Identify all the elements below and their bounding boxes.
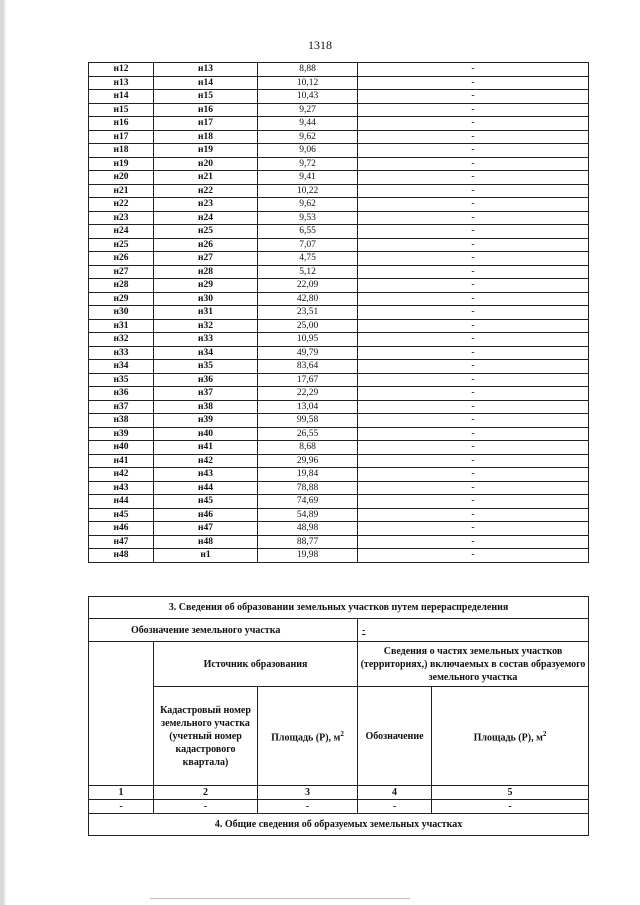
note-cell: - — [358, 535, 589, 549]
point-from-cell: н22 — [89, 198, 154, 212]
length-cell: 42,80 — [258, 292, 358, 306]
note-cell: - — [358, 387, 589, 401]
table-row — [89, 252, 589, 266]
point-to-cell: н32 — [154, 319, 258, 333]
point-to-cell: н15 — [154, 90, 258, 104]
boundary-points-table — [88, 62, 589, 563]
point-to-cell: н37 — [154, 387, 258, 401]
table-row — [89, 171, 589, 185]
point-from-cell: н34 — [89, 360, 154, 374]
note-cell: - — [358, 549, 589, 563]
point-to-cell: н40 — [154, 427, 258, 441]
point-to-cell: н25 — [154, 225, 258, 239]
point-to-cell: н1 — [154, 549, 258, 563]
note-cell: - — [358, 184, 589, 198]
note-cell: - — [358, 211, 589, 225]
length-cell: 9,62 — [258, 130, 358, 144]
length-cell: 10,95 — [258, 333, 358, 347]
col-number: 1 — [89, 786, 154, 800]
note-cell: - — [358, 306, 589, 320]
point-from-cell: н20 — [89, 171, 154, 185]
table-row — [89, 238, 589, 252]
table-row — [89, 157, 589, 171]
point-to-cell: н13 — [154, 63, 258, 77]
length-cell: 49,79 — [258, 346, 358, 360]
point-to-cell: н43 — [154, 468, 258, 482]
col-area-header — [258, 687, 358, 786]
note-cell: - — [358, 454, 589, 468]
note-cell: - — [358, 427, 589, 441]
page-number: 1318 — [308, 38, 332, 52]
note-cell: - — [358, 198, 589, 212]
length-cell: 4,75 — [258, 252, 358, 266]
table-row — [89, 144, 589, 158]
point-to-cell: н44 — [154, 481, 258, 495]
point-to-cell: н21 — [154, 171, 258, 185]
col-area-sup: 2 — [340, 729, 344, 738]
section3-title: 3. Сведения об образовании земельных участков путем перераспределения — [89, 597, 589, 619]
length-cell: 9,72 — [258, 157, 358, 171]
table-row — [89, 387, 589, 401]
length-cell: 8,88 — [258, 63, 358, 77]
point-from-cell: н43 — [89, 481, 154, 495]
table-row — [89, 508, 589, 522]
point-to-cell: н23 — [154, 198, 258, 212]
value-cell: - — [432, 800, 589, 814]
point-to-cell: н26 — [154, 238, 258, 252]
length-cell: 10,43 — [258, 90, 358, 104]
value-cell: - — [258, 800, 358, 814]
length-cell: 25,00 — [258, 319, 358, 333]
col-cadastral-header: Кадастровый номер земельного участка (учетный номер кадастрового квартала) — [154, 687, 258, 786]
note-cell: - — [358, 360, 589, 374]
table-row — [89, 549, 589, 563]
length-cell: 22,09 — [258, 279, 358, 293]
length-cell: 9,53 — [258, 211, 358, 225]
table-row — [89, 441, 589, 455]
table-row — [89, 211, 589, 225]
table-row — [89, 130, 589, 144]
table-row — [89, 522, 589, 536]
point-from-cell: н31 — [89, 319, 154, 333]
table-row — [89, 279, 589, 293]
length-cell: 9,44 — [258, 117, 358, 131]
note-cell: - — [358, 333, 589, 347]
point-from-cell: н26 — [89, 252, 154, 266]
length-cell: 74,69 — [258, 495, 358, 509]
value-cell: - — [89, 800, 154, 814]
point-to-cell: н17 — [154, 117, 258, 131]
point-from-cell: н24 — [89, 225, 154, 239]
note-cell: - — [358, 319, 589, 333]
col-number: 2 — [154, 786, 258, 800]
point-to-cell: н45 — [154, 495, 258, 509]
length-cell: 10,22 — [258, 184, 358, 198]
table-row — [89, 63, 589, 77]
point-from-cell: н29 — [89, 292, 154, 306]
point-from-cell: н27 — [89, 265, 154, 279]
empty-corner-cell — [89, 642, 154, 786]
table-row — [89, 454, 589, 468]
source-header: Источник образования — [154, 642, 358, 687]
length-cell: 6,55 — [258, 225, 358, 239]
length-cell: 8,68 — [258, 441, 358, 455]
note-cell: - — [358, 292, 589, 306]
point-from-cell: н14 — [89, 90, 154, 104]
scan-edge-shadow — [4, 0, 6, 905]
point-to-cell: н47 — [154, 522, 258, 536]
point-to-cell: н41 — [154, 441, 258, 455]
length-cell: 9,62 — [258, 198, 358, 212]
table-row — [89, 103, 589, 117]
point-to-cell: н31 — [154, 306, 258, 320]
point-from-cell: н28 — [89, 279, 154, 293]
note-cell: - — [358, 157, 589, 171]
parts-header: Сведения о частях земельных участков (территориях,) включаемых в состав образуемого земельного участка — [358, 642, 589, 687]
note-cell: - — [358, 495, 589, 509]
note-cell: - — [358, 400, 589, 414]
designation-label: Обозначение земельного участка — [89, 619, 358, 642]
point-to-cell: н30 — [154, 292, 258, 306]
point-to-cell: н20 — [154, 157, 258, 171]
point-from-cell: н35 — [89, 373, 154, 387]
table-row — [89, 225, 589, 239]
point-from-cell: н12 — [89, 63, 154, 77]
boundary-points-body — [89, 63, 589, 563]
note-cell: - — [358, 252, 589, 266]
table-row — [89, 117, 589, 131]
length-cell: 54,89 — [258, 508, 358, 522]
point-from-cell: н17 — [89, 130, 154, 144]
table-row — [89, 306, 589, 320]
length-cell: 9,06 — [258, 144, 358, 158]
length-cell: 13,04 — [258, 400, 358, 414]
point-from-cell: н36 — [89, 387, 154, 401]
point-from-cell: н32 — [89, 333, 154, 347]
point-from-cell: н39 — [89, 427, 154, 441]
point-from-cell: н25 — [89, 238, 154, 252]
point-to-cell: н27 — [154, 252, 258, 266]
point-from-cell: н40 — [89, 441, 154, 455]
table-row — [89, 184, 589, 198]
length-cell: 29,96 — [258, 454, 358, 468]
length-cell: 22,29 — [258, 387, 358, 401]
note-cell: - — [358, 144, 589, 158]
table-row — [89, 495, 589, 509]
point-from-cell: н15 — [89, 103, 154, 117]
table-row — [89, 414, 589, 428]
note-cell: - — [358, 441, 589, 455]
point-to-cell: н33 — [154, 333, 258, 347]
length-cell: 9,27 — [258, 103, 358, 117]
col-area-label: Площадь (Р), м — [271, 732, 341, 744]
point-from-cell: н19 — [89, 157, 154, 171]
point-to-cell: н14 — [154, 76, 258, 90]
point-from-cell: н33 — [89, 346, 154, 360]
point-to-cell: н34 — [154, 346, 258, 360]
point-to-cell: н29 — [154, 279, 258, 293]
note-cell: - — [358, 225, 589, 239]
col-area2-label: Площадь (Р), м — [473, 732, 543, 744]
note-cell: - — [358, 117, 589, 131]
table-row — [89, 346, 589, 360]
point-from-cell: н42 — [89, 468, 154, 482]
point-to-cell: н18 — [154, 130, 258, 144]
point-from-cell: н30 — [89, 306, 154, 320]
table-row — [89, 90, 589, 104]
table-row — [89, 481, 589, 495]
note-cell: - — [358, 481, 589, 495]
point-to-cell: н19 — [154, 144, 258, 158]
note-cell: - — [358, 373, 589, 387]
col-designation-header: Обозначение — [358, 687, 432, 786]
point-from-cell: н38 — [89, 414, 154, 428]
note-cell: - — [358, 279, 589, 293]
point-from-cell: н45 — [89, 508, 154, 522]
col-number: 3 — [258, 786, 358, 800]
length-cell: 99,58 — [258, 414, 358, 428]
scan-artifact-line — [150, 898, 410, 899]
note-cell: - — [358, 265, 589, 279]
note-cell: - — [358, 346, 589, 360]
table-row — [89, 360, 589, 374]
table-row — [89, 427, 589, 441]
point-from-cell: н21 — [89, 184, 154, 198]
section4-title: 4. Общие сведения об образуемых земельных участках — [89, 814, 589, 836]
point-to-cell: н35 — [154, 360, 258, 374]
col-number: 5 — [432, 786, 589, 800]
table-row — [89, 319, 589, 333]
point-from-cell: н47 — [89, 535, 154, 549]
point-to-cell: н24 — [154, 211, 258, 225]
length-cell: 26,55 — [258, 427, 358, 441]
note-cell: - — [358, 414, 589, 428]
point-to-cell: н48 — [154, 535, 258, 549]
point-to-cell: н38 — [154, 400, 258, 414]
note-cell: - — [358, 103, 589, 117]
point-to-cell: н16 — [154, 103, 258, 117]
length-cell: 23,51 — [258, 306, 358, 320]
point-from-cell: н46 — [89, 522, 154, 536]
note-cell: - — [358, 468, 589, 482]
point-from-cell: н41 — [89, 454, 154, 468]
note-cell: - — [358, 522, 589, 536]
col-area2-sup: 2 — [542, 729, 547, 738]
note-cell: - — [358, 90, 589, 104]
point-to-cell: н39 — [154, 414, 258, 428]
table-row — [89, 76, 589, 90]
point-to-cell: н42 — [154, 454, 258, 468]
length-cell: 10,12 — [258, 76, 358, 90]
note-cell: - — [358, 238, 589, 252]
length-cell: 19,84 — [258, 468, 358, 482]
col-number: 4 — [358, 786, 432, 800]
table-row — [89, 265, 589, 279]
length-cell: 9,41 — [258, 171, 358, 185]
point-from-cell: н16 — [89, 117, 154, 131]
table-row — [89, 333, 589, 347]
point-to-cell: н22 — [154, 184, 258, 198]
note-cell: - — [358, 76, 589, 90]
length-cell: 78,88 — [258, 481, 358, 495]
point-from-cell: н44 — [89, 495, 154, 509]
length-cell: 48,98 — [258, 522, 358, 536]
point-to-cell: н36 — [154, 373, 258, 387]
table-row — [89, 198, 589, 212]
length-cell: 83,64 — [258, 360, 358, 374]
note-cell: - — [358, 130, 589, 144]
section3-table — [88, 596, 589, 836]
length-cell: 7,07 — [258, 238, 358, 252]
value-cell: - — [154, 800, 258, 814]
col-area2-header — [432, 687, 589, 786]
point-from-cell: н48 — [89, 549, 154, 563]
point-from-cell: н13 — [89, 76, 154, 90]
point-to-cell: н28 — [154, 265, 258, 279]
length-cell: 5,12 — [258, 265, 358, 279]
table-row — [89, 535, 589, 549]
length-cell: 88,77 — [258, 535, 358, 549]
point-from-cell: н37 — [89, 400, 154, 414]
point-to-cell: н46 — [154, 508, 258, 522]
value-cell: - — [358, 800, 432, 814]
note-cell: - — [358, 63, 589, 77]
designation-value: - — [358, 619, 589, 642]
point-from-cell: н23 — [89, 211, 154, 225]
table-row — [89, 400, 589, 414]
table-row — [89, 292, 589, 306]
length-cell: 19,98 — [258, 549, 358, 563]
note-cell: - — [358, 508, 589, 522]
table-row — [89, 468, 589, 482]
point-from-cell: н18 — [89, 144, 154, 158]
table-row — [89, 373, 589, 387]
note-cell: - — [358, 171, 589, 185]
length-cell: 17,67 — [258, 373, 358, 387]
